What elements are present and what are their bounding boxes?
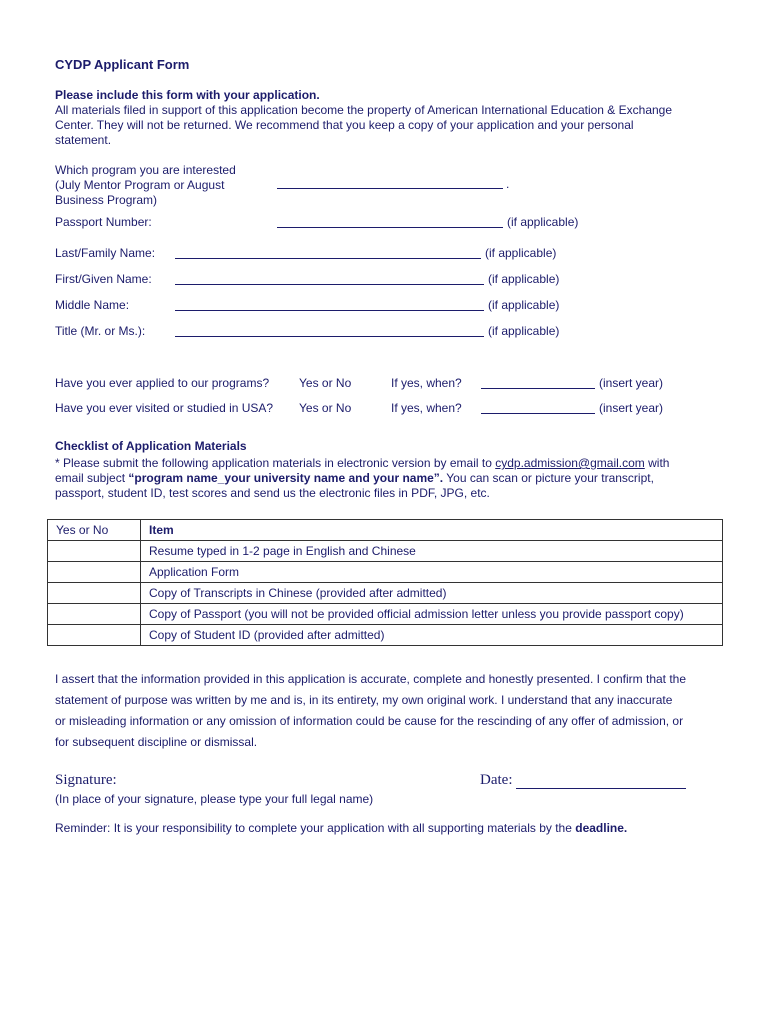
col-yes-no-header: Yes or No	[48, 520, 141, 541]
col-item-header: Item	[141, 520, 723, 541]
visited-yes-no[interactable]: Yes or No	[299, 401, 352, 415]
last-name-if-applicable: (if applicable)	[485, 246, 557, 260]
reminder-deadline: deadline.	[575, 821, 628, 835]
email-link[interactable]: cydp.admission@gmail.com	[495, 456, 645, 470]
visited-year-field[interactable]	[481, 413, 595, 414]
program-suffix: .	[506, 177, 510, 191]
title-field[interactable]	[175, 336, 484, 337]
signature-note: (In place of your signature, please type your full legal name)	[55, 792, 374, 806]
assertion-line-3: or misleading information or any omission of information could be cause for the rescinding of any offer of admission, or	[55, 714, 684, 728]
yes-no-cell[interactable]	[48, 583, 141, 604]
item-cell: Copy of Passport (you will not be provided official admission letter unless you provide passport copy)	[141, 604, 723, 625]
item-cell: Copy of Transcripts in Chinese (provided after admitted)	[141, 583, 723, 604]
applied-year-field[interactable]	[481, 388, 595, 389]
checklist-line-2-pre: email subject	[55, 471, 129, 485]
first-name-field[interactable]	[175, 284, 484, 285]
visited-year-note: (insert year)	[599, 401, 664, 415]
yes-no-cell[interactable]	[48, 562, 141, 583]
middle-name-field[interactable]	[175, 310, 484, 311]
include-note: Please include this form with your application.	[55, 88, 320, 102]
program-field[interactable]	[277, 188, 503, 189]
table-header-row	[48, 520, 723, 541]
checklist-line-1	[55, 456, 669, 470]
applied-yes-no[interactable]: Yes or No	[299, 376, 352, 390]
title-label: Title (Mr. or Ms.):	[55, 324, 146, 338]
signature-label: Signature:	[55, 772, 117, 788]
intro-line-1: All materials filed in support of this application become the property of American International Education & Exchange	[55, 103, 673, 117]
checklist-heading: Checklist of Application Materials	[55, 439, 247, 453]
page-title: CYDP Applicant Form	[55, 57, 190, 72]
email-subject-format: “program name_your university name and your name”.	[128, 471, 444, 485]
assertion-line-2: statement of purpose was written by me and is, in its entirety, my own original work. I understand that any inaccurate	[55, 693, 673, 707]
visited-when-label: If yes, when?	[391, 401, 462, 415]
item-cell: Copy of Student ID (provided after admitted)	[141, 625, 723, 646]
checklist-line-1-pre: * Please submit the following application materials in electronic version by email to	[55, 456, 496, 470]
program-question-1: Which program you are interested	[55, 163, 236, 177]
applied-year-note: (insert year)	[599, 376, 664, 390]
middle-name-if-applicable: (if applicable)	[488, 298, 560, 312]
program-question-2: (July Mentor Program or August	[55, 178, 225, 192]
yes-no-cell[interactable]	[48, 604, 141, 625]
checklist-line-1-post: with	[644, 456, 670, 470]
date-label: Date:	[480, 772, 513, 788]
intro-line-3: statement.	[55, 133, 112, 147]
passport-if-applicable: (if applicable)	[507, 215, 579, 229]
item-cell: Application Form	[141, 562, 723, 583]
table-row	[48, 541, 723, 562]
assertion-line-4: for subsequent discipline or dismissal.	[55, 735, 258, 749]
date-field[interactable]	[516, 788, 686, 789]
checklist-table	[47, 519, 723, 646]
checklist-line-3: passport, student ID, test scores and send us the electronic files in PDF, JPG, etc.	[55, 486, 490, 500]
checklist-line-2	[55, 471, 654, 485]
middle-name-label: Middle Name:	[55, 298, 130, 312]
first-name-if-applicable: (if applicable)	[488, 272, 560, 286]
table-row	[48, 604, 723, 625]
yes-no-cell[interactable]	[48, 541, 141, 562]
last-name-label: Last/Family Name:	[55, 246, 156, 260]
item-cell: Resume typed in 1-2 page in English and Chinese	[141, 541, 723, 562]
last-name-field[interactable]	[175, 258, 481, 259]
reminder-text: Reminder: It is your responsibility to complete your application with all supporting materials by the	[55, 821, 576, 835]
passport-label: Passport Number:	[55, 215, 152, 229]
applied-question: Have you ever applied to our programs?	[55, 376, 270, 390]
visited-question: Have you ever visited or studied in USA?	[55, 401, 274, 415]
applied-when-label: If yes, when?	[391, 376, 462, 390]
reminder	[55, 821, 627, 835]
yes-no-cell[interactable]	[48, 625, 141, 646]
table-row	[48, 583, 723, 604]
program-question-3: Business Program)	[55, 193, 158, 207]
intro-line-2: Center. They will not be returned. We recommend that you keep a copy of your application and your personal	[55, 118, 634, 132]
first-name-label: First/Given Name:	[55, 272, 152, 286]
passport-field[interactable]	[277, 227, 503, 228]
title-if-applicable: (if applicable)	[488, 324, 560, 338]
table-row	[48, 625, 723, 646]
table-row	[48, 562, 723, 583]
checklist-line-2-post: You can scan or picture your transcript,	[443, 471, 654, 485]
assertion-line-1: I assert that the information provided in this application is accurate, complete and honestly presented. I confirm that the	[55, 672, 687, 686]
